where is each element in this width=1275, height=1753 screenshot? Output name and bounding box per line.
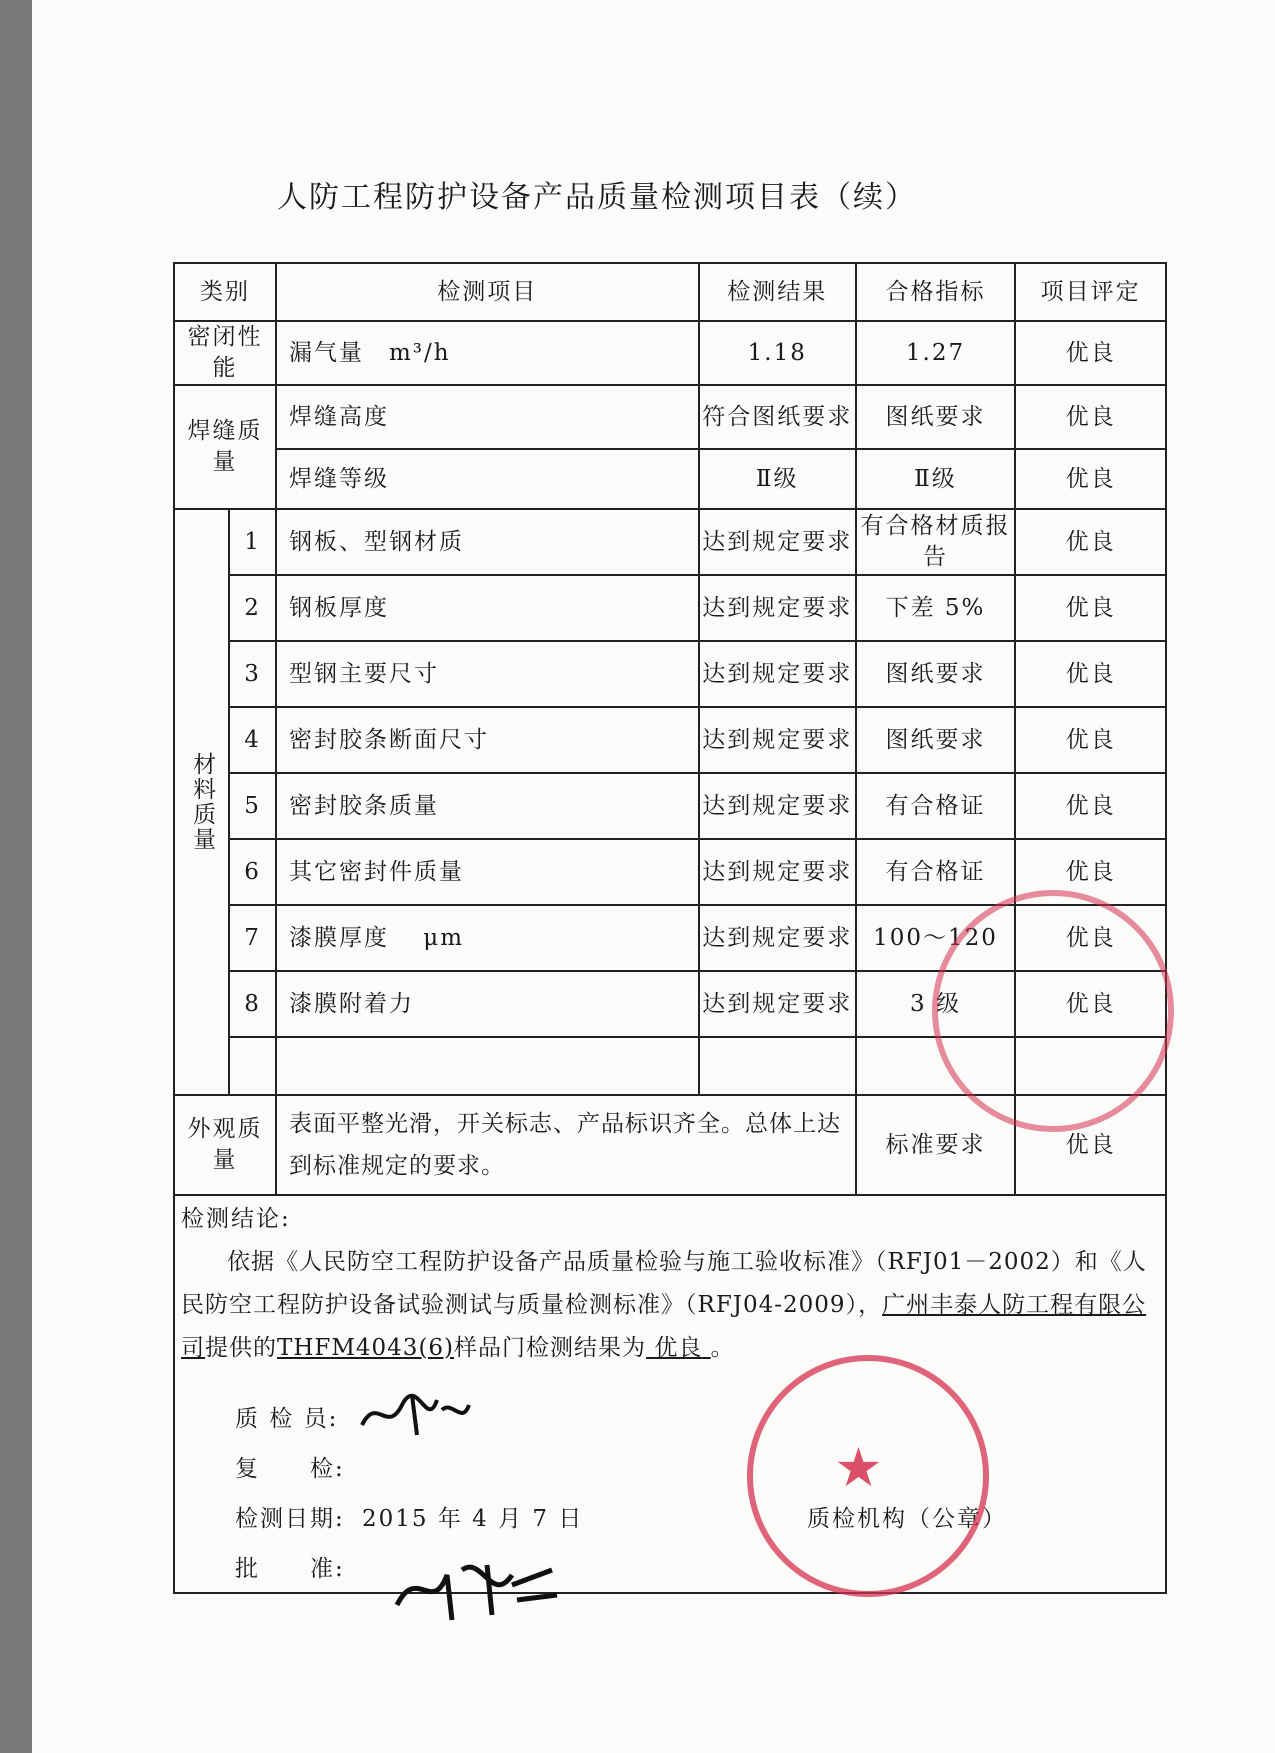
approve-label: 批 准: <box>235 1556 345 1582</box>
result-cell: 达到规定要求 <box>699 839 856 905</box>
standard-cell: 3 级 <box>856 971 1015 1037</box>
item-cell: 焊缝等级 <box>276 449 699 509</box>
seal-stamp-right <box>932 890 1174 1132</box>
result-cell: 达到规定要求 <box>699 509 856 575</box>
row-number: 6 <box>229 839 276 905</box>
rating-cell: 优良 <box>1015 575 1166 641</box>
conclusion-text: 依据《人民防空工程防护设备产品质量检验与施工验收标准》（RFJ01－2002）和《人民防空工程防护设备试验测试与质量检测标准》（RFJ04-2009），广州丰泰人防工程有限公司提供的THFM4043(6)样品门检测结果为 优良 。 <box>181 1249 1147 1361</box>
standard-cell: 100～120 <box>856 905 1015 971</box>
table-row <box>174 449 1166 509</box>
table-row <box>174 321 1166 385</box>
rating-cell: 优良 <box>1015 641 1166 707</box>
standard-cell: 标准要求 <box>856 1095 1015 1195</box>
item-cell: 钢板厚度 <box>276 575 699 641</box>
table-row <box>174 509 1166 575</box>
conclusion-heading: 检测结论: <box>181 1206 291 1232</box>
approver-signature <box>392 1545 562 1625</box>
header-category: 类别 <box>174 263 276 321</box>
row-number: 2 <box>229 575 276 641</box>
rating-cell: 优良 <box>1015 773 1166 839</box>
agency-label: 质检机构（公章） <box>807 1506 1007 1532</box>
result-value: 优良 <box>654 1335 703 1361</box>
rating-cell: 优良 <box>1015 971 1166 1037</box>
standard-cell: 图纸要求 <box>856 707 1015 773</box>
inspection-date: 2015 年 4 月 7 日 <box>362 1506 584 1532</box>
rating-cell: 优良 <box>1015 321 1166 385</box>
table-row <box>174 773 1166 839</box>
standard-cell: 图纸要求 <box>856 385 1015 449</box>
result-cell: 达到规定要求 <box>699 905 856 971</box>
rating-cell: 优良 <box>1015 707 1166 773</box>
item-cell: 密封胶条断面尺寸 <box>276 707 699 773</box>
result-cell: 1.18 <box>699 321 856 385</box>
header-item: 检测项目 <box>276 263 699 321</box>
row-number: 7 <box>229 905 276 971</box>
item-cell: 钢板、型钢材质 <box>276 509 699 575</box>
header-row <box>174 263 1166 321</box>
model-number: THFM4043(6) <box>277 1335 455 1361</box>
page-title: 人防工程防护设备产品质量检测项目表（续） <box>277 180 917 215</box>
row-number: 3 <box>229 641 276 707</box>
date-label: 检测日期: <box>235 1506 345 1532</box>
result-cell: 符合图纸要求 <box>699 385 856 449</box>
table-row <box>174 707 1166 773</box>
item-cell: 表面平整光滑，开关标志、产品标识齐全。总体上达到标准规定的要求。 <box>276 1095 856 1195</box>
row-number: 5 <box>229 773 276 839</box>
item-cell: 漆膜附着力 <box>276 971 699 1037</box>
result-cell: 达到规定要求 <box>699 575 856 641</box>
rating-cell: 优良 <box>1015 905 1166 971</box>
row-number: 1 <box>229 509 276 575</box>
standard-cell: 图纸要求 <box>856 641 1015 707</box>
header-result: 检测结果 <box>699 263 856 321</box>
document-page <box>32 0 1275 1753</box>
item-cell: 焊缝高度 <box>276 385 699 449</box>
result-cell: 达到规定要求 <box>699 641 856 707</box>
conclusion-cell <box>174 1195 1166 1593</box>
rating-cell: 优良 <box>1015 839 1166 905</box>
result-cell: 达到规定要求 <box>699 773 856 839</box>
result-cell: 达到规定要求 <box>699 707 856 773</box>
rating-cell: 优良 <box>1015 1095 1166 1195</box>
recheck-label: 复 检: <box>235 1456 345 1482</box>
company-name: 广州丰泰人防工程有限公司 <box>181 1292 1147 1361</box>
item-cell: 其它密封件质量 <box>276 839 699 905</box>
standard-cell: 有合格材质报告 <box>856 509 1015 575</box>
standard-cell: 下差 5% <box>856 575 1015 641</box>
row-number: 4 <box>229 707 276 773</box>
result-cell: 达到规定要求 <box>699 971 856 1037</box>
item-cell: 型钢主要尺寸 <box>276 641 699 707</box>
rating-cell: 优良 <box>1015 509 1166 575</box>
category-cell: 材料质量 <box>174 509 229 1095</box>
category-cell: 密闭性能 <box>174 321 276 385</box>
rating-cell: 优良 <box>1015 385 1166 449</box>
standard-cell: 有合格证 <box>856 773 1015 839</box>
standard-cell: Ⅱ级 <box>856 449 1015 509</box>
header-standard: 合格指标 <box>856 263 1015 321</box>
item-cell: 密封胶条质量 <box>276 773 699 839</box>
star-icon: ★ <box>837 1440 881 1496</box>
category-cell: 外观质量 <box>174 1095 276 1195</box>
inspector-label: 质 检 员: <box>235 1406 339 1432</box>
table-row <box>174 641 1166 707</box>
item-cell: 漆膜厚度 μm <box>276 905 699 971</box>
table-row <box>174 575 1166 641</box>
result-cell: Ⅱ级 <box>699 449 856 509</box>
header-rating: 项目评定 <box>1015 263 1166 321</box>
inspector-signature <box>357 1385 477 1445</box>
rating-cell: 优良 <box>1015 449 1166 509</box>
conclusion-row <box>174 1195 1166 1593</box>
item-cell: 漏气量 m³/h <box>276 321 699 385</box>
row-number: 8 <box>229 971 276 1037</box>
standard-cell: 有合格证 <box>856 839 1015 905</box>
category-cell: 焊缝质量 <box>174 385 276 509</box>
standard-cell: 1.27 <box>856 321 1015 385</box>
table-row <box>174 385 1166 449</box>
